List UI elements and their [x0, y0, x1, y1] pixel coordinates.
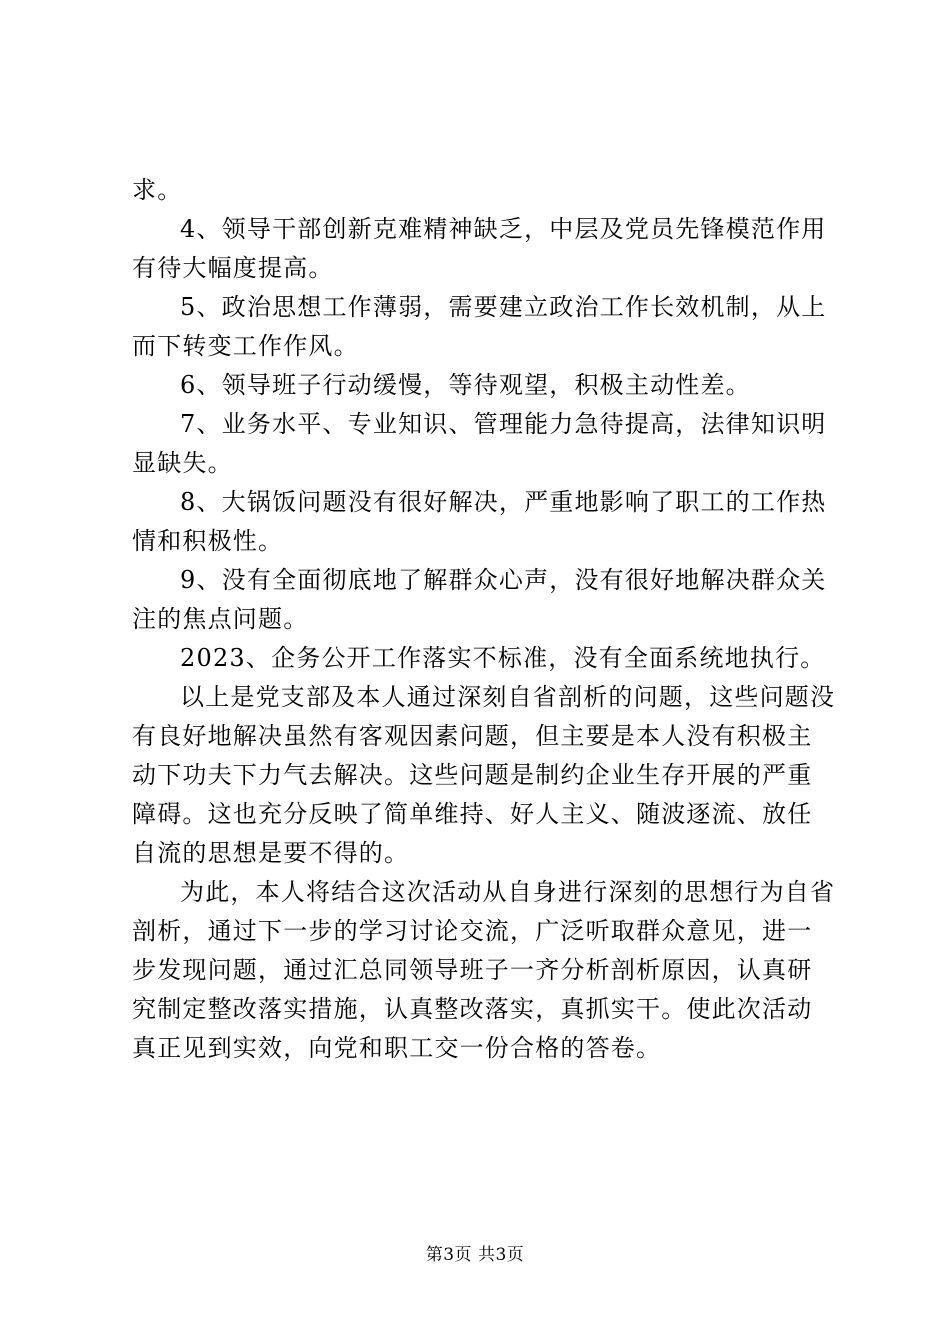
text-line: 7、业务水平、专业知识、管理能力急待提高，法律知识明	[180, 410, 827, 438]
text-line: 显缺失。	[132, 449, 233, 477]
page-number: 第3页	[425, 1245, 473, 1265]
text-line: 剖析，通过下一步的学习讨论交流，广泛听取群众意见，进一	[132, 917, 813, 945]
text-line: 而下转变工作作风。	[132, 332, 359, 360]
text-line: 4、领导干部创新克难精神缺乏，中层及党员先锋模范作用	[180, 215, 827, 243]
text-line: 自流的思想是要不得的。	[132, 839, 410, 867]
text-line: 注的焦点问题。	[132, 605, 309, 633]
text-line: 8、大锅饭问题没有很好解决，严重地影响了职工的工作热	[180, 488, 827, 516]
text-line: 为此，本人将结合这次活动从自身进行深刻的思想行为自省	[180, 878, 836, 906]
text-line: 求。	[132, 176, 183, 204]
paragraph-continuation	[132, 171, 822, 210]
text-line: 以上是党支部及本人通过深刻自省剖析的问题，这些问题没	[180, 683, 836, 711]
text-line: 有良好地解决虽然有客观因素问题，但主要是本人没有积极主	[132, 722, 813, 750]
paragraph-item-4	[132, 210, 827, 288]
paragraph-item-9	[132, 561, 827, 639]
paragraph-item-6	[132, 366, 822, 405]
text-line: 情和积极性。	[132, 527, 284, 555]
paragraph-item-7	[132, 405, 827, 483]
text-line: 2023、企务公开工作落实不标准，没有全面系统地执行。	[180, 644, 826, 672]
paragraph-item-10	[132, 639, 826, 678]
paragraph-conclusion	[132, 873, 836, 1068]
text-line: 真正见到实效，向党和职工交一份合格的答卷。	[132, 1034, 662, 1062]
text-line: 有待大幅度提高。	[132, 254, 334, 282]
document-body	[132, 171, 836, 1068]
text-line: 动下功夫下力气去解决。这些问题是制约企业生存开展的严重	[132, 761, 813, 789]
paragraph-summary	[132, 678, 836, 873]
text-line: 9、没有全面彻底地了解群众心声，没有很好地解决群众关	[180, 566, 827, 594]
text-line: 5、政治思想工作薄弱，需要建立政治工作长效机制，从上	[180, 293, 827, 321]
text-line: 究制定整改落实措施，认真整改落实，真抓实干。使此次活动	[132, 995, 813, 1023]
text-line: 步发现问题，通过汇总同领导班子一齐分析剖析原因，认真研	[132, 956, 813, 984]
text-line: 障碍。这也充分反映了简单维持、好人主义、随波逐流、放任	[132, 800, 813, 828]
paragraph-item-8	[132, 483, 827, 561]
text-line: 6、领导班子行动缓慢，等待观望，积极主动性差。	[180, 371, 751, 399]
page-footer	[0, 1244, 950, 1266]
paragraph-item-5	[132, 288, 827, 366]
page-total: 共3页	[477, 1245, 525, 1265]
